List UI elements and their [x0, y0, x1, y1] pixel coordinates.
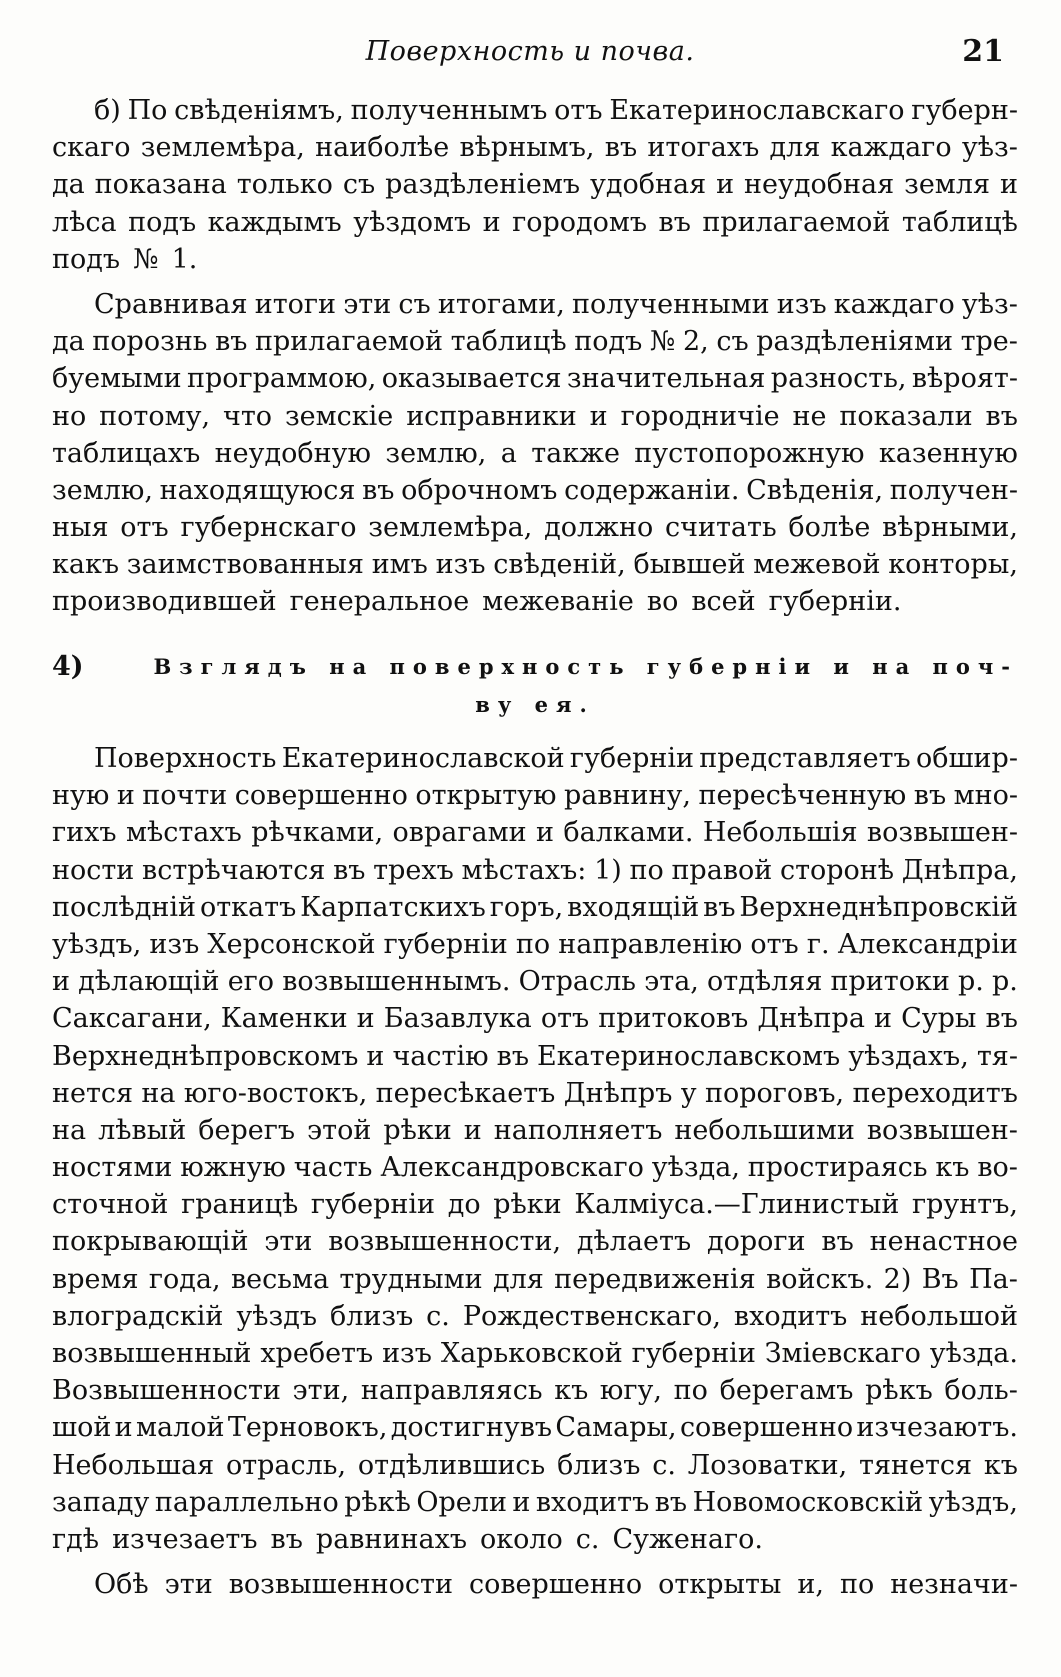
- text-line: послѣдній откатъ Карпатскихъ горъ, входящій въ Верхнеднѣпровскій: [52, 891, 1018, 923]
- text-line: ную и почти совершенно открытую равнину, пересѣченную въ мно-: [52, 780, 1018, 812]
- text-line: сточной границѣ губерніи до рѣки Калміуса.—Глинистый грунтъ,: [52, 1189, 1018, 1221]
- text-line: подъ № 1.: [52, 243, 198, 275]
- text-line: Поверхность Екатеринославской губерніи представляетъ обшир-: [94, 743, 1018, 774]
- paragraphs-after-section: [52, 740, 1018, 1603]
- text-line: да показана только съ раздѣленіемъ удобная и неудобная земля и: [52, 169, 1018, 201]
- text-line: б) По свѣденіямъ, полученнымъ отъ Екатеринославскаго губерн-: [94, 95, 1018, 126]
- text-line: лѣса подъ каждымъ уѣздомъ и городомъ въ прилагаемой таблицѣ: [52, 206, 1018, 238]
- text-line: да порознь въ прилагаемой таблицѣ подъ № 2, съ раздѣленіями тре-: [52, 326, 1018, 358]
- text-line: какъ заимствованныя имъ изъ свѣденій, бывшей межевой конторы,: [52, 549, 1018, 581]
- text-line: нется на юго-востокъ, пересѣкаетъ Днѣпръ у пороговъ, переходитъ: [52, 1077, 1018, 1109]
- text-line: на лѣвый берегъ этой рѣки и наполняетъ небольшими возвышен-: [52, 1114, 1018, 1146]
- text-line: Сравнивая итоги эти съ итогами, полученными изъ каждаго уѣз-: [94, 288, 1018, 320]
- text-line: Небольшая отрасль, отдѣлившись близъ с. Лозоватки, тянется къ: [52, 1449, 1018, 1481]
- section-heading-line-1: [52, 648, 1018, 686]
- text-line: Верхнеднѣпровскомъ и частію въ Екатеринославскомъ уѣздахъ, тя-: [52, 1040, 1018, 1072]
- section-heading: [52, 648, 1018, 724]
- text-line: буемыми программою, оказывается значительная разность, вѣроят-: [52, 363, 1018, 395]
- section-number: 4): [52, 651, 84, 682]
- text-line: и дѣлающій его возвышеннымъ. Отрасль эта, отдѣляя притоки р. р.: [52, 966, 1018, 998]
- running-header: [56, 32, 1004, 72]
- running-title: Поверхность и почва.: [365, 36, 695, 67]
- text-line: ныя отъ губернскаго землемѣра, должно считать болѣе вѣрными,: [52, 512, 1018, 544]
- section-heading-text-2: ву ея.: [475, 692, 595, 717]
- paragraph: [52, 286, 1018, 621]
- section-heading-line-2: [52, 686, 1018, 724]
- text-line: скаго землемѣра, наиболѣе вѣрнымъ, въ итогахъ для каждаго уѣз-: [52, 132, 1018, 164]
- text-line: Обѣ эти возвышенности совершенно открыты и, по незначи-: [94, 1569, 1018, 1601]
- paragraph: [52, 1566, 1018, 1603]
- text-line: Возвышенности эти, направляясь къ югу, по берегамъ рѣкъ боль-: [52, 1375, 1018, 1407]
- paragraph: [52, 92, 1018, 278]
- text-line: влоградскій уѣздъ близъ с. Рождественскаго, входитъ небольшой: [52, 1300, 1018, 1332]
- text-line: покрывающій эти возвышенности, дѣлаетъ дороги въ ненастное: [52, 1226, 1018, 1258]
- paragraphs-before-section: [52, 92, 1018, 621]
- text-line: Саксагани, Каменки и Базавлука отъ притоковъ Днѣпра и Суры въ: [52, 1003, 1018, 1035]
- text-line: западу параллельно рѣкѣ Орели и входитъ въ Новомосковскій уѣздъ,: [52, 1486, 1018, 1518]
- text-line: время года, весьма трудными для передвиженія войскъ. 2) Въ Па-: [52, 1263, 1018, 1295]
- paragraph: [52, 740, 1018, 1558]
- text-line: таблицахъ неудобную землю, а также пустопорожную казенную: [52, 437, 1018, 469]
- text-line: ности встрѣчаются въ трехъ мѣстахъ: 1) по правой сторонѣ Днѣпра,: [52, 854, 1018, 886]
- text-line: ностями южную часть Александровскаго уѣзда, простираясь къ во-: [52, 1152, 1018, 1184]
- text-line: землю, находящуюся въ оброчномъ содержаніи. Свѣденія, получен-: [52, 474, 1018, 506]
- text-line: шой и малой Терновокъ, достигнувъ Самары, совершенно изчезаютъ.: [52, 1412, 1018, 1444]
- page-number: 21: [962, 34, 1004, 69]
- text-line: возвышенный хребетъ изъ Харьковской губерніи Зміевскаго уѣзда.: [52, 1338, 1018, 1369]
- text-line: производившей генеральное межеваніе во всей губерніи.: [52, 586, 902, 618]
- text-line: уѣздъ, изъ Херсонской губерніи по направленію отъ г. Александріи: [52, 928, 1018, 960]
- text-line: но потому, что земскіе исправники и городничіе не показали въ: [52, 400, 1018, 432]
- text-line: гдѣ изчезаетъ въ равнинахъ около с. Суженаго.: [52, 1523, 763, 1555]
- section-heading-text-1: Взглядъ на поверхность губерніи и на поч-: [153, 654, 1018, 679]
- text-line: гихъ мѣстахъ рѣчками, оврагами и балками. Небольшія возвышен-: [52, 817, 1018, 849]
